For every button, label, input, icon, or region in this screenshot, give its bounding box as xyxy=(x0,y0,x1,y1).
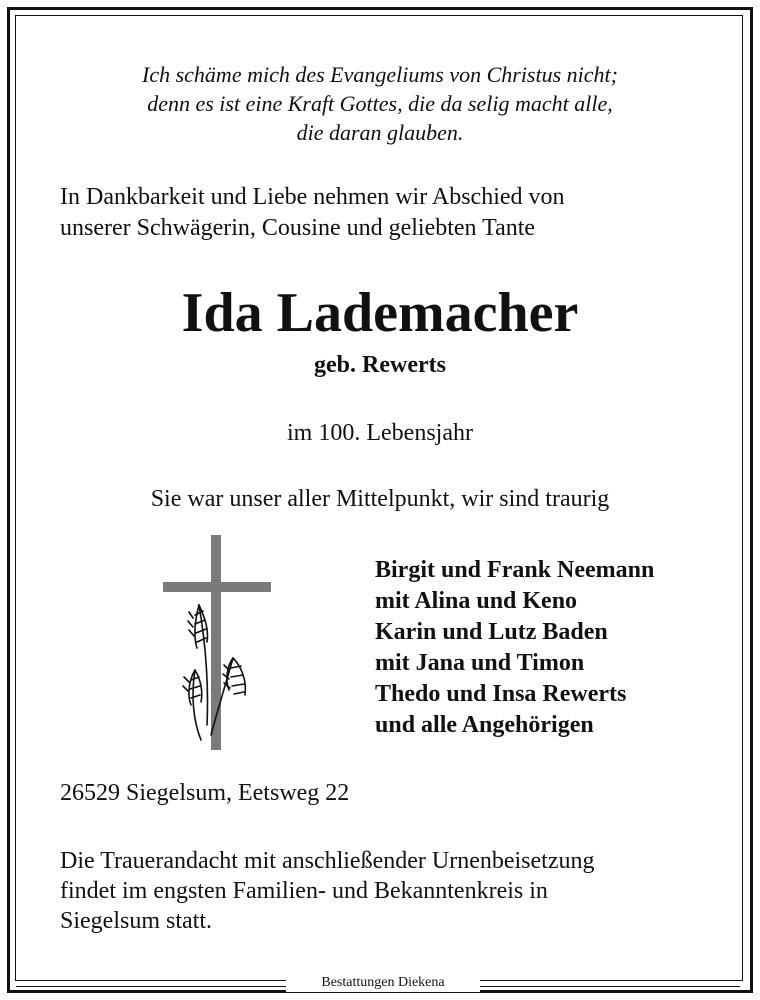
undertaker-credit: Bestattungen Diekena xyxy=(286,974,480,992)
intro-line: In Dankbarkeit und Liebe nehmen wir Abschied von xyxy=(60,184,565,210)
age-text: im 100. Lebensjahr xyxy=(287,420,473,446)
list-item: Thedo und Insa Rewerts xyxy=(375,681,627,707)
maiden-name: geb. Rewerts xyxy=(314,352,446,378)
list-item: Birgit und Frank Neemann xyxy=(375,557,655,583)
service-line: Siegelsum statt. xyxy=(60,908,212,934)
verse-line: Ich schäme mich des Evangeliums von Christus nicht; xyxy=(142,62,618,87)
address-text: 26529 Siegelsum, Eetsweg 22 xyxy=(60,780,350,806)
service-line: Die Trauerandacht mit anschließender Urnenbeisetzung xyxy=(60,848,595,874)
intro-line: unserer Schwägerin, Cousine und geliebten Tante xyxy=(60,215,536,241)
service-info xyxy=(60,846,720,936)
service-line: findet im engsten Familien- und Bekanntenkreis in xyxy=(60,878,548,904)
cross-horizontal-beam xyxy=(163,582,271,592)
mourners-list xyxy=(375,555,735,741)
list-item: mit Jana und Timon xyxy=(375,650,585,676)
motto-text: Sie war unser aller Mittelpunkt, wir sind traurig xyxy=(150,486,610,512)
deceased-name: Ida Lademacher xyxy=(181,282,579,344)
cross-with-wheat-icon xyxy=(155,530,275,755)
bible-verse xyxy=(0,60,760,147)
divider xyxy=(480,986,740,987)
divider xyxy=(16,986,286,987)
list-item: und alle Angehörigen xyxy=(375,712,594,738)
list-item: Karin und Lutz Baden xyxy=(375,619,608,645)
list-item: mit Alina und Keno xyxy=(375,588,578,614)
verse-line: die daran glauben. xyxy=(296,120,464,145)
intro-text xyxy=(60,182,720,244)
verse-line: denn es ist eine Kraft Gottes, die da selig macht alle, xyxy=(147,91,613,116)
